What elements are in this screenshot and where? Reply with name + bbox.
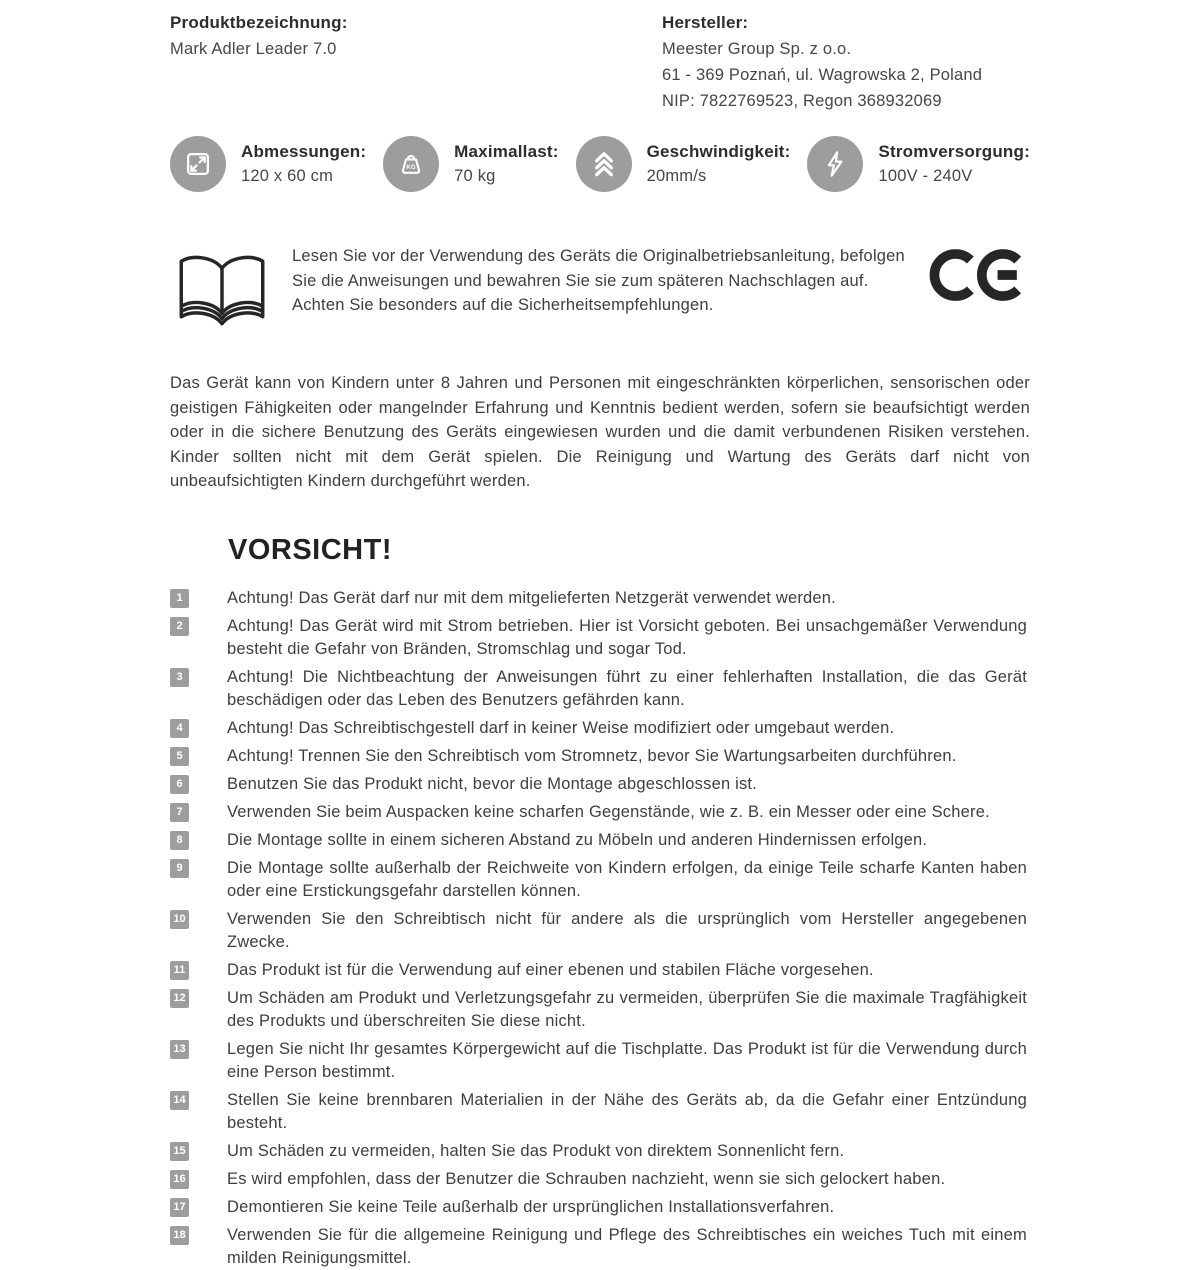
item-number-badge: 9: [170, 859, 189, 878]
speed-icon: [576, 136, 632, 192]
product-name: Mark Adler Leader 7.0: [170, 40, 337, 58]
item-number-badge: 3: [170, 668, 189, 687]
item-number-badge: 5: [170, 747, 189, 766]
item-text: Achtung! Das Gerät wird mit Strom betrieben. Hier ist Vorsicht geboten. Bei unsachgemäßer Verwendung besteht die Gefahr von Bränden, Stromschlag und sogar Tod.: [227, 616, 1027, 658]
item-number-badge: 13: [170, 1040, 189, 1059]
item-text: Um Schäden zu vermeiden, halten Sie das Produkt von direktem Sonnenlicht fern.: [227, 1141, 845, 1160]
item-number-badge: 12: [170, 989, 189, 1008]
list-item: [170, 959, 1030, 982]
list-item: [170, 773, 1030, 796]
manual-notice-text: Lesen Sie vor der Verwendung des Geräts die Originalbetriebsanleitung, befolgen Sie die Anweisungen und bewahren Sie sie zum späteren Nachschlagen auf. Achten Sie besonders auf die Sicherheitsempfehlungen.: [292, 247, 905, 314]
list-item: [170, 615, 1030, 661]
open-book-icon: [170, 244, 276, 339]
item-number-badge: 4: [170, 719, 189, 738]
product-label: Produktbezeichnung:: [170, 13, 348, 32]
list-item: [170, 987, 1030, 1033]
children-safety-paragraph: Das Gerät kann von Kindern unter 8 Jahren und Personen mit eingeschränkten körperlichen, sensorischen oder geistigen Fähigkeiten oder mangelnder Erfahrung und Kenntnis bedient werden, sofern sie beaufsichtigt werden oder in die sichere Benutzung des Geräts eingewiesen wurden und die damit verbundenen Risiken verstehen. Kinder sollten nicht mit dem Gerät spielen. Die Reinigung und Wartung des Geräts darf nicht von unbeaufsichtigten Kindern durchgeführt werden.: [170, 374, 1030, 490]
item-text: Die Montage sollte außerhalb der Reichweite von Kindern erfolgen, da einige Teile scharfe Kanten haben oder eine Erstickungsgefahr darstellen können.: [227, 858, 1027, 900]
item-number-badge: 18: [170, 1226, 189, 1245]
list-item: [170, 1140, 1030, 1163]
item-text: Die Montage sollte in einem sicheren Abstand zu Möbeln und anderen Hindernissen erfolgen.: [227, 830, 928, 849]
list-item: [170, 666, 1030, 712]
spec-row: [170, 136, 1030, 192]
spec-value: 100V - 240V: [878, 167, 973, 185]
power-icon: [807, 136, 863, 192]
item-text: Stellen Sie keine brennbaren Materialien in der Nähe des Geräts ab, da die Gefahr einer Entzündung besteht.: [227, 1090, 1027, 1132]
spec-speed: [576, 136, 791, 192]
dimensions-icon: [170, 136, 226, 192]
caution-heading: VORSICHT!: [228, 533, 392, 566]
item-text: Benutzen Sie das Produkt nicht, bevor die Montage abgeschlossen ist.: [227, 774, 757, 793]
item-text: Demontieren Sie keine Teile außerhalb der ursprünglichen Installationsverfahren.: [227, 1197, 835, 1216]
item-text: Achtung! Die Nichtbeachtung der Anweisungen führt zu einer fehlerhaften Installation, die das Gerät beschädigen oder das Leben des Benutzers gefährden kann.: [227, 667, 1027, 709]
item-number-badge: 17: [170, 1198, 189, 1217]
item-number-badge: 7: [170, 803, 189, 822]
item-number-badge: 6: [170, 775, 189, 794]
ce-mark-icon: [930, 246, 1030, 309]
spec-power: [807, 136, 1030, 192]
spec-label: Abmessungen:: [241, 142, 367, 161]
list-item: [170, 857, 1030, 903]
item-number-badge: 11: [170, 961, 189, 980]
item-text: Achtung! Das Gerät darf nur mit dem mitgelieferten Netzgerät verwendet werden.: [227, 588, 836, 607]
item-text: Legen Sie nicht Ihr gesamtes Körpergewicht auf die Tischplatte. Das Produkt ist für die Verwendung durch eine Person bestimmt.: [227, 1039, 1027, 1081]
item-number-badge: 10: [170, 910, 189, 929]
item-text: Achtung! Trennen Sie den Schreibtisch vom Stromnetz, bevor Sie Wartungsarbeiten durchführen.: [227, 746, 957, 765]
item-number-badge: 15: [170, 1142, 189, 1161]
list-item: [170, 587, 1030, 610]
list-item: [170, 1089, 1030, 1135]
item-text: Verwenden Sie für die allgemeine Reinigung und Pflege des Schreibtisches ein weiches Tuch mit einem milden Reinigungsmittel.: [227, 1225, 1027, 1267]
item-text: Um Schäden am Produkt und Verletzungsgefahr zu vermeiden, überprüfen Sie die maximale Tragfähigkeit des Produkts und überschreiten Sie diese nicht.: [227, 988, 1027, 1030]
item-number-badge: 8: [170, 831, 189, 850]
spec-dimensions: [170, 136, 366, 192]
header: [170, 10, 1030, 114]
item-text: Das Produkt ist für die Verwendung auf einer ebenen und stabilen Fläche vorgesehen.: [227, 960, 874, 979]
spec-label: Maximallast:: [454, 142, 559, 161]
spec-label: Geschwindigkeit:: [646, 142, 791, 161]
item-number-badge: 1: [170, 589, 189, 608]
spec-value: 120 x 60 cm: [241, 167, 334, 185]
spec-label: Stromversorgung:: [878, 142, 1030, 161]
list-item: [170, 717, 1030, 740]
item-number-badge: 14: [170, 1091, 189, 1110]
manufacturer-name: Meester Group Sp. z o.o.: [662, 40, 852, 58]
list-item: [170, 908, 1030, 954]
item-number-badge: 16: [170, 1170, 189, 1189]
item-text: Achtung! Das Schreibtischgestell darf in keiner Weise modifiziert oder umgebaut werden.: [227, 718, 895, 737]
item-number-badge: 2: [170, 617, 189, 636]
manufacturer-ids: NIP: 7822769523, Regon 368932069: [662, 92, 942, 110]
list-item: [170, 1038, 1030, 1084]
item-text: Es wird empfohlen, dass der Benutzer die Schrauben nachzieht, wenn sie sich gelockert haben.: [227, 1169, 946, 1188]
list-item: [170, 829, 1030, 852]
manufacturer-label: Hersteller:: [662, 13, 749, 32]
manual-notice: [170, 242, 1030, 339]
product-block: [170, 10, 662, 114]
item-text: Verwenden Sie beim Auspacken keine scharfen Gegenstände, wie z. B. ein Messer oder eine Schere.: [227, 802, 990, 821]
list-item: [170, 1168, 1030, 1191]
caution-list: [170, 587, 1030, 1270]
weight-icon: [383, 136, 439, 192]
item-text: Verwenden Sie den Schreibtisch nicht für andere als die ursprünglich vom Hersteller angegebenen Zwecke.: [227, 909, 1027, 951]
svg-text:KG: KG: [406, 163, 416, 171]
manufacturer-address: 61 - 369 Poznań, ul. Wagrowska 2, Poland: [662, 66, 983, 84]
list-item: [170, 1224, 1030, 1270]
spec-max-load: [383, 136, 558, 192]
list-item: [170, 801, 1030, 824]
manufacturer-block: [662, 10, 1030, 114]
spec-value: 70 kg: [454, 167, 496, 185]
list-item: [170, 745, 1030, 768]
list-item: [170, 1196, 1030, 1219]
spec-value: 20mm/s: [646, 167, 707, 185]
